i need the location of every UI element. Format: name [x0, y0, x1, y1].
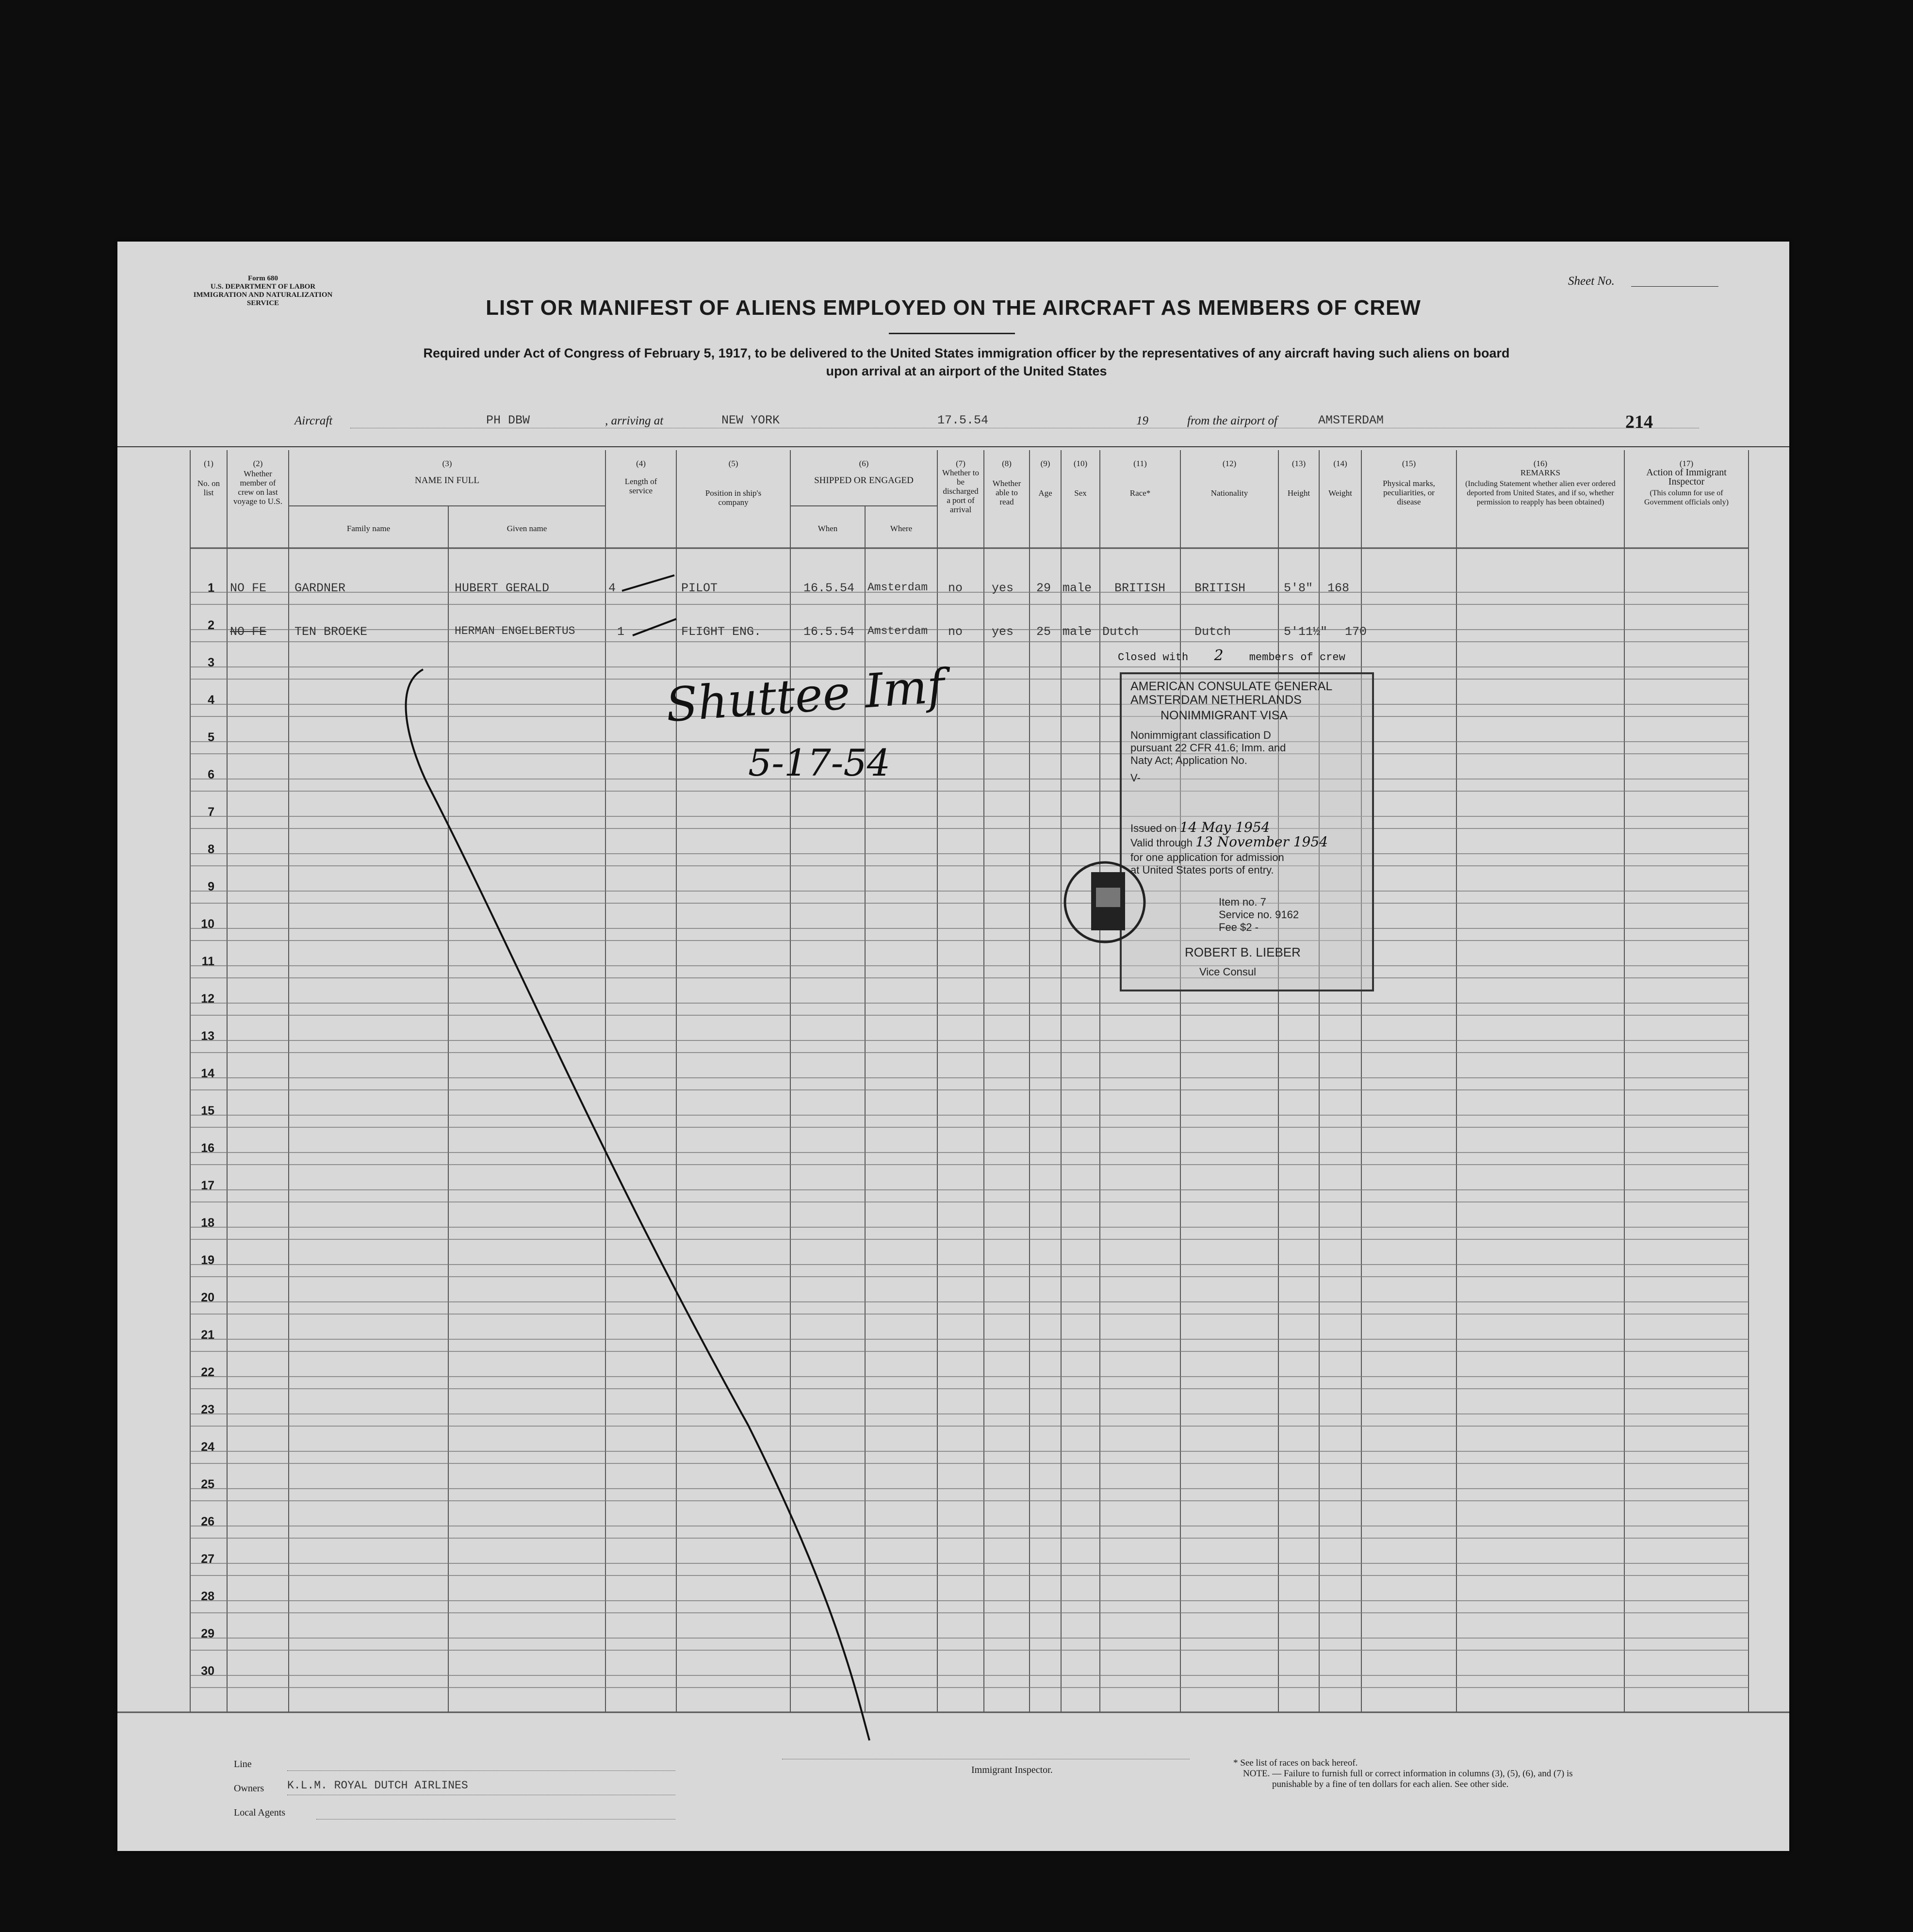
stamp-line: AMERICAN CONSULATE GENERAL: [1130, 680, 1333, 693]
col-number: (10): [1073, 459, 1088, 468]
row-number: 21: [201, 1328, 214, 1342]
arrival-date: 17.5.54: [937, 413, 989, 427]
note-races: * See list of races on back hereof.: [1233, 1758, 1358, 1768]
owners-value: K.L.M. ROYAL DUTCH AIRLINES: [287, 1779, 468, 1792]
col-label: SHIPPED OR ENGAGED: [814, 475, 914, 486]
col-number: (11): [1133, 459, 1147, 468]
position-cell: PILOT: [681, 581, 718, 595]
col-number: (5): [728, 459, 738, 468]
given-name-cell: HUBERT GERALD: [455, 581, 550, 595]
row-number: 25: [201, 1477, 214, 1491]
row-number: 10: [201, 917, 214, 931]
col-number: (17): [1679, 459, 1694, 468]
length-cell: 1: [617, 625, 625, 639]
row-number: 24: [201, 1440, 214, 1454]
sheet-no-label: Sheet No.: [1568, 275, 1615, 288]
col-label: REMARKS: [1520, 468, 1561, 477]
col-6a-subheader: When: [818, 524, 838, 533]
weight-cell: 168: [1327, 581, 1350, 595]
col-number: (14): [1333, 459, 1347, 468]
sex-cell: male: [1063, 625, 1092, 639]
valid-date: 13 November 1954: [1195, 834, 1328, 850]
issued-label: Issued on: [1130, 822, 1177, 834]
col-3a-subheader: Family name: [346, 524, 391, 533]
row-number: 6: [208, 768, 214, 781]
given-name-cell: HERMAN ENGELBERTUS: [455, 625, 575, 637]
row-number: 9: [208, 880, 214, 893]
handwritten-marks: [117, 242, 1789, 1851]
col-label: Age: [1038, 488, 1052, 498]
stamp-line: NONIMMIGRANT VISA: [1161, 709, 1288, 722]
arriving-label: , arriving at: [605, 414, 664, 427]
note-line-1: NOTE. — Failure to furnish full or correct information in columns (3), (5), (6), and (7) is: [1243, 1769, 1573, 1779]
col-number: (15): [1402, 459, 1416, 468]
closed-with-prefix: Closed with: [1118, 651, 1189, 664]
family-name-cell: TEN BROEKE: [294, 625, 368, 639]
col-number: (13): [1292, 459, 1306, 468]
manifest-sheet: [117, 242, 1789, 1851]
footer-notes: [1233, 1758, 1738, 1790]
row-number: 26: [201, 1515, 214, 1528]
stamp-issued: [1130, 821, 1270, 835]
page-number: 214: [1625, 412, 1653, 432]
stamp-line: pursuant 22 CFR 41.6; Imm. and: [1130, 742, 1286, 754]
col-number: (7): [956, 459, 965, 468]
col-number: (6): [859, 459, 869, 468]
col-number: (2): [253, 459, 263, 468]
consular-visa-stamp: [1120, 672, 1374, 991]
col-number: (4): [636, 459, 646, 468]
year-label: 19: [1136, 414, 1148, 427]
stamp-line: Naty Act; Application No.: [1130, 754, 1247, 766]
row-number: 20: [201, 1291, 214, 1304]
service-name: IMMIGRATION AND NATURALIZATION SERVICE: [193, 291, 333, 307]
note-line-2: punishable by a fine of ten dollars for each alien. See other side.: [1272, 1779, 1509, 1789]
col-number: (12): [1222, 459, 1237, 468]
age-cell: 29: [1036, 581, 1051, 595]
read-cell: yes: [992, 625, 1014, 639]
col-label: Race*: [1129, 488, 1151, 498]
row-number: 7: [208, 805, 214, 819]
stamp-line: V-: [1130, 772, 1141, 784]
col-3b-subheader: Given name: [507, 524, 547, 533]
row-number: 14: [201, 1067, 214, 1080]
inspector-date: 5-17-54: [748, 741, 891, 784]
inspector-label: Immigrant Inspector.: [971, 1765, 1053, 1775]
col-label: Nationality: [1210, 488, 1248, 498]
col-number: (3): [442, 459, 452, 468]
col-label: NAME IN FULL: [415, 475, 479, 486]
col-number: (16): [1533, 459, 1548, 468]
row-number: 12: [201, 992, 214, 1006]
from-value: AMSTERDAM: [1318, 413, 1384, 427]
row-number: 15: [201, 1104, 214, 1118]
inspector-signature: Shuttee Imf: [664, 659, 947, 732]
row-number: 16: [201, 1141, 214, 1155]
col-sublabel: (Including Statement whether alien ever ordered deported from United States, and if so, whether permission to reapply has been obtained): [1465, 480, 1616, 506]
discharged-cell: no: [948, 581, 963, 595]
col-label: Position in ship's company: [705, 488, 762, 507]
closed-with-count: 2: [1214, 647, 1224, 664]
when-cell: 16.5.54: [803, 625, 855, 639]
col-number: (9): [1040, 459, 1050, 468]
row-number: 29: [201, 1627, 214, 1640]
when-cell: 16.5.54: [803, 581, 855, 595]
line-label: Line: [234, 1759, 252, 1770]
col-number: (1): [204, 459, 213, 468]
page-title: LIST OR MANIFEST OF ALIENS EMPLOYED ON THE AIRCRAFT AS MEMBERS OF CREW: [486, 296, 1421, 320]
stamp-consul-title: Vice Consul: [1199, 966, 1256, 978]
nationality-cell: Dutch: [1194, 625, 1231, 639]
col-label: Whether to be discharged a port of arrival: [942, 468, 979, 514]
col-label: No. on list: [197, 479, 220, 497]
col-label: Sex: [1074, 488, 1087, 498]
row-number: 22: [201, 1365, 214, 1379]
row-number: 13: [201, 1029, 214, 1043]
weight-cell: 170: [1345, 625, 1367, 639]
strike-line: [622, 575, 676, 635]
row-number: 23: [201, 1403, 214, 1416]
row-number: 4: [208, 693, 214, 707]
col-label: Whether member of crew on last voyage to U.S.: [233, 469, 283, 506]
position-cell: FLIGHT ENG.: [681, 625, 762, 639]
form-number: Form 680: [247, 275, 278, 282]
issued-date: 14 May 1954: [1179, 819, 1270, 835]
race-cell: Dutch: [1102, 625, 1139, 639]
where-cell: Amsterdam: [867, 625, 928, 637]
owners-label: Owners: [234, 1783, 264, 1794]
subtitle-line-1: Required under Act of Congress of February 5, 1917, to be delivered to the United States immigration officer by the representatives of any aircraft having such aliens on board: [423, 346, 1510, 360]
discharged-cell: no: [948, 625, 963, 639]
valid-label: Valid through: [1130, 837, 1193, 849]
col-sublabel: (This column for use of Government officials only): [1644, 489, 1729, 506]
row-number: 8: [208, 843, 214, 856]
stamp-line: for one application for admission: [1130, 851, 1284, 863]
diagonal-cancel-line: [406, 669, 869, 1740]
height-cell: 5'11½": [1284, 625, 1328, 639]
aircraft-value: PH DBW: [486, 413, 530, 427]
stamp-item: Item no. 7: [1219, 896, 1266, 908]
row-number: 27: [201, 1552, 214, 1566]
arriving-value: NEW YORK: [721, 413, 780, 427]
last-voyage-cell: NO FE: [230, 625, 267, 639]
stamp-fee: Fee $2 -: [1219, 921, 1259, 933]
family-name-cell: GARDNER: [294, 581, 346, 595]
department: U.S. DEPARTMENT OF LABOR: [210, 283, 316, 291]
col-label: Action of Immigrant Inspector: [1646, 467, 1727, 487]
closed-with-suffix: members of crew: [1249, 651, 1345, 664]
row-number: 17: [201, 1179, 214, 1192]
col-label: Height: [1287, 488, 1310, 498]
subtitle-line-2: upon arrival at an airport of the United States: [826, 364, 1107, 378]
row-number: 30: [201, 1664, 214, 1678]
row-number: 2: [208, 618, 214, 632]
line-underline: [287, 1770, 675, 1771]
row-number: 28: [201, 1590, 214, 1603]
aircraft-label: Aircraft: [294, 414, 333, 427]
age-cell: 25: [1036, 625, 1051, 639]
last-voyage-cell: NO FE: [230, 581, 267, 595]
col-label: Length of service: [624, 477, 657, 495]
stamp-valid: [1130, 835, 1328, 849]
row-number: 11: [201, 955, 214, 968]
stamp-service: Service no. 9162: [1219, 909, 1299, 921]
row-number: 18: [201, 1216, 214, 1230]
from-label: from the airport of: [1187, 414, 1277, 427]
col-label: Physical marks, peculiarities, or disease: [1383, 479, 1435, 506]
sex-cell: male: [1063, 581, 1092, 595]
row-number: 5: [208, 731, 214, 744]
stamp-line: at United States ports of entry.: [1130, 864, 1274, 876]
row-number: 3: [208, 656, 214, 669]
col-label: Whether able to read: [992, 479, 1021, 506]
length-cell: 4: [608, 581, 616, 595]
stamp-line: Nonimmigrant classification D: [1130, 729, 1271, 741]
stamp-consul-name: ROBERT B. LIEBER: [1185, 945, 1301, 959]
agents-label: Local Agents: [234, 1807, 286, 1818]
height-cell: 5'8": [1284, 581, 1313, 595]
fee-stamp-seal: [1061, 859, 1148, 946]
row-number: 1: [208, 581, 214, 595]
col-label: Weight: [1328, 488, 1352, 498]
row-number: 19: [201, 1253, 214, 1267]
nationality-cell: BRITISH: [1194, 581, 1246, 595]
race-cell: BRITISH: [1114, 581, 1166, 595]
col-number: (8): [1002, 459, 1012, 468]
read-cell: yes: [992, 581, 1014, 595]
stamp-line: AMSTERDAM NETHERLANDS: [1130, 693, 1302, 707]
col-6b-subheader: Where: [890, 524, 913, 533]
where-cell: Amsterdam: [867, 581, 928, 594]
